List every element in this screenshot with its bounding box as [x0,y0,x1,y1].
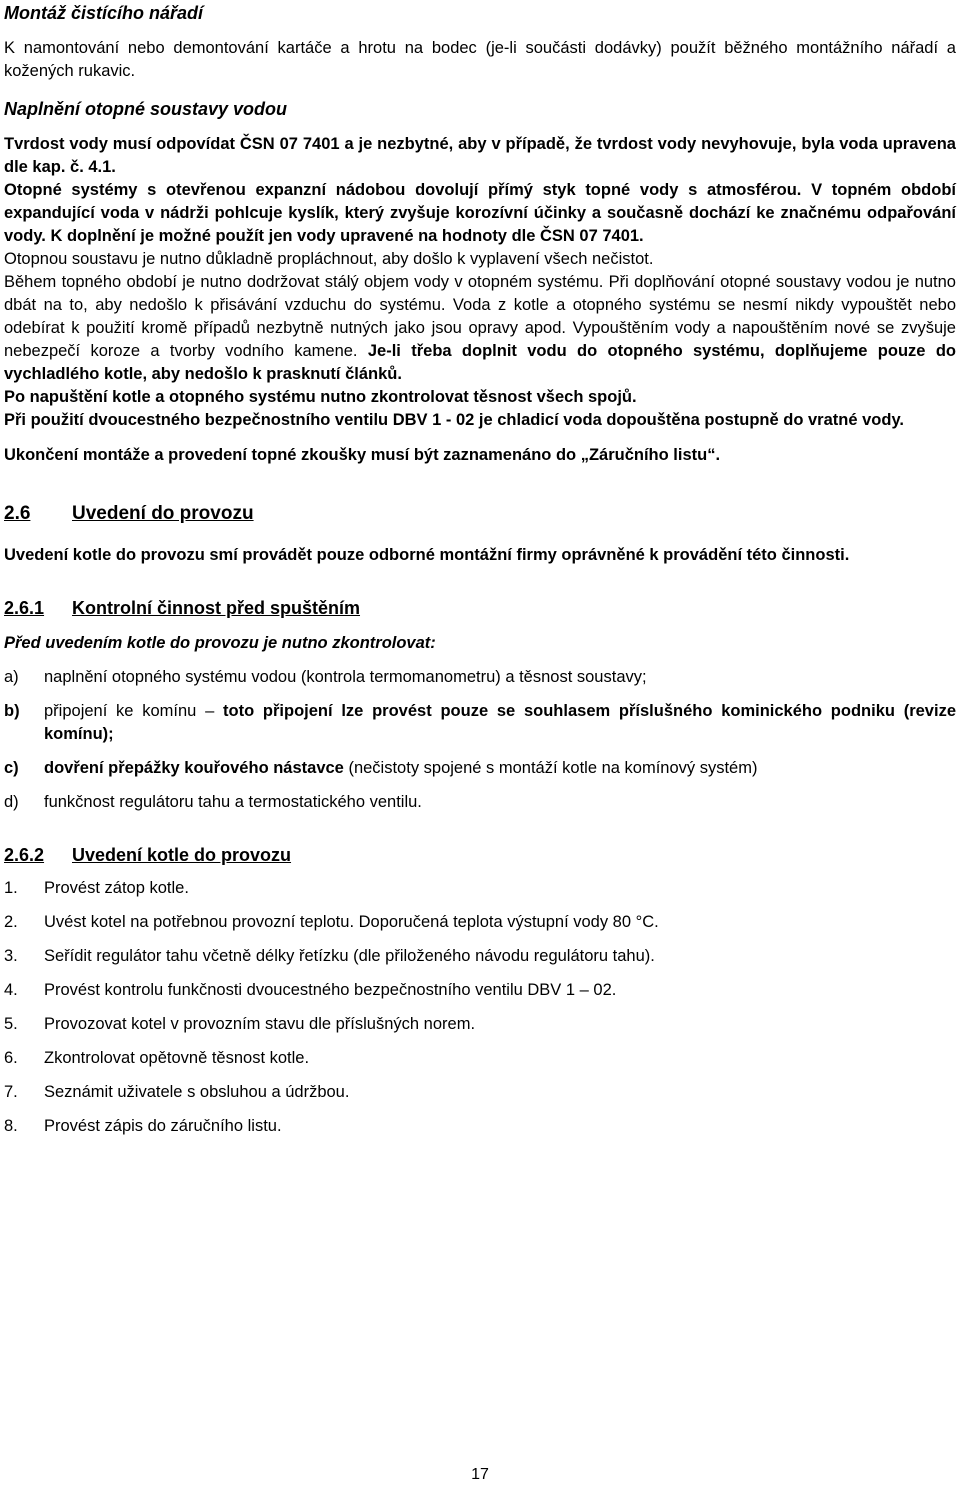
subsection-number: 2.6.2 [4,845,45,865]
subsection-heading-pre-start-check [4,597,956,620]
list-item [4,877,956,900]
paragraph-check-lead: Před uvedením kotle do provozu je nutno zkontrolovat: [4,634,436,652]
list-item-text: Seznámit uživatele s obsluhou a údržbou. [44,1083,350,1101]
paragraph-commissioning: Uvedení kotle do provozu smí provádět pouze odborné montážní firmy oprávněné k provádění této činnosti. [4,546,850,564]
checklist-item-a: a) naplnění otopného systému vodou (kontrola termomanometru) a těsnost soustavy; [4,668,647,686]
subsection-number: 2.6.1 [4,598,45,618]
subsection-title: Kontrolní činnost před spuštěním [72,598,361,618]
list-item-number: 7. [4,1083,18,1101]
list-item-number: 5. [4,1015,18,1033]
list-item [4,979,956,1002]
list-item-number: 4. [4,981,18,999]
paragraph-water-hardness: Tvrdost vody musí odpovídat ČSN 07 7401 a je nezbytné, aby v případě, že tvrdost vody nevyhovuje, byla voda upravena dle kap. č. 4.1. [4,135,956,176]
list-item-number: 1. [4,879,18,897]
heading-cleaning-tools: Montáž čistícího nářadí [4,3,204,23]
paragraph-safety-valve: Při použití dvoucestného bezpečnostního ventilu DBV 1 - 02 je chladicí voda dopouštěna postupně do vratné vody. [4,411,904,429]
section-number: 2.6 [4,503,31,524]
list-item-number: 2. [4,913,18,931]
document-page [4,0,956,1149]
paragraph-tightness: Po napuštění kotle a otopného systému nutno zkontrolovat těsnost všech spojů. [4,388,637,406]
list-item [4,911,956,934]
paragraph-water-volume: Během topného období je nutno dodržovat stálý objem vody v otopném systému. Při doplňování otopné soustavy vodou je nutno dbát na to, aby nedošlo k přisávání vzduchu do systému. Voda z kotle a otopného systému se nesmí nikdy vypouštět nebo odebírat k použití kromě případů nezbytně nutných jako jsou opravy apod. Vypouštěním vody a napouštěním nové se zvyšuje nebezpečí koroze a tvorby vodního kamene. Je-li třeba doplnit vodu do otopného systému, doplňujeme pouze do vychladlého kotle, aby nedošlo k prasknutí článků. [4,273,956,383]
subsection-title: Uvedení kotle do provozu [72,845,292,865]
checklist-item-b: b) připojení ke komínu – toto připojení lze provést pouze se souhlasem příslušného kominického podniku (revize komínu); [4,702,956,743]
startup-steps-list [4,877,956,1138]
list-item [4,1115,956,1138]
section-title: Uvedení do provozu [72,503,254,524]
list-item [4,1013,956,1036]
list-item [4,1047,956,1070]
page-number: 17 [471,1466,489,1483]
pre-start-checklist [4,666,956,814]
paragraph-open-expansion: Otopné systémy s otevřenou expanzní nádobou dovolují přímý styk topné vody s atmosférou. V topném období expandující voda v nádrži pohlcuje kyslík, který zvyšuje korozívní účinky a současně dochází ke značnému odpařování vody. K doplnění je možné použít jen vody upravené na hodnoty dle ČSN 07 7401. [4,181,956,245]
paragraph-flush-system: Otopnou soustavu je nutno důkladně propláchnout, aby došlo k vyplavení všech nečistot. [4,250,654,268]
list-item-text: Uvést kotel na potřebnou provozní teplotu. Doporučená teplota výstupní vody 80 °C. [44,913,659,931]
list-item-text: Provést kontrolu funkčnosti dvoucestného bezpečnostního ventilu DBV 1 – 02. [44,981,617,999]
list-item-text: Provozovat kotel v provozním stavu dle příslušných norem. [44,1015,476,1033]
list-item-text: Seřídit regulátor tahu včetně délky řetízku (dle přiloženého návodu regulátoru tahu). [44,947,655,965]
list-item-number: 6. [4,1049,18,1067]
list-item-number: 3. [4,947,18,965]
section-heading-commissioning [4,502,956,525]
list-item-text: Provést zátop kotle. [44,879,189,897]
subsection-heading-startup [4,844,956,867]
list-item [4,945,956,968]
checklist-item-c: c) dovření přepážky kouřového nástavce (nečistoty spojené s montáží kotle na komínový systém) [4,759,758,777]
paragraph-cleaning-tools: K namontování nebo demontování kartáče a hrotu na bodec (je-li součásti dodávky) použít běžného montážního nářadí a kožených rukavic. [4,39,956,80]
list-item-text: Provést zápis do záručního listu. [44,1117,282,1135]
list-item [4,1081,956,1104]
paragraph-warranty-record: Ukončení montáže a provedení topné zkoušky musí být zaznamenáno do „Záručního listu“. [4,446,721,464]
list-item-number: 8. [4,1117,18,1135]
list-item-text: Zkontrolovat opětovně těsnost kotle. [44,1049,310,1067]
heading-filling-system: Naplnění otopné soustavy vodou [4,99,288,119]
checklist-item-d: d) funkčnost regulátoru tahu a termostatického ventilu. [4,793,422,811]
